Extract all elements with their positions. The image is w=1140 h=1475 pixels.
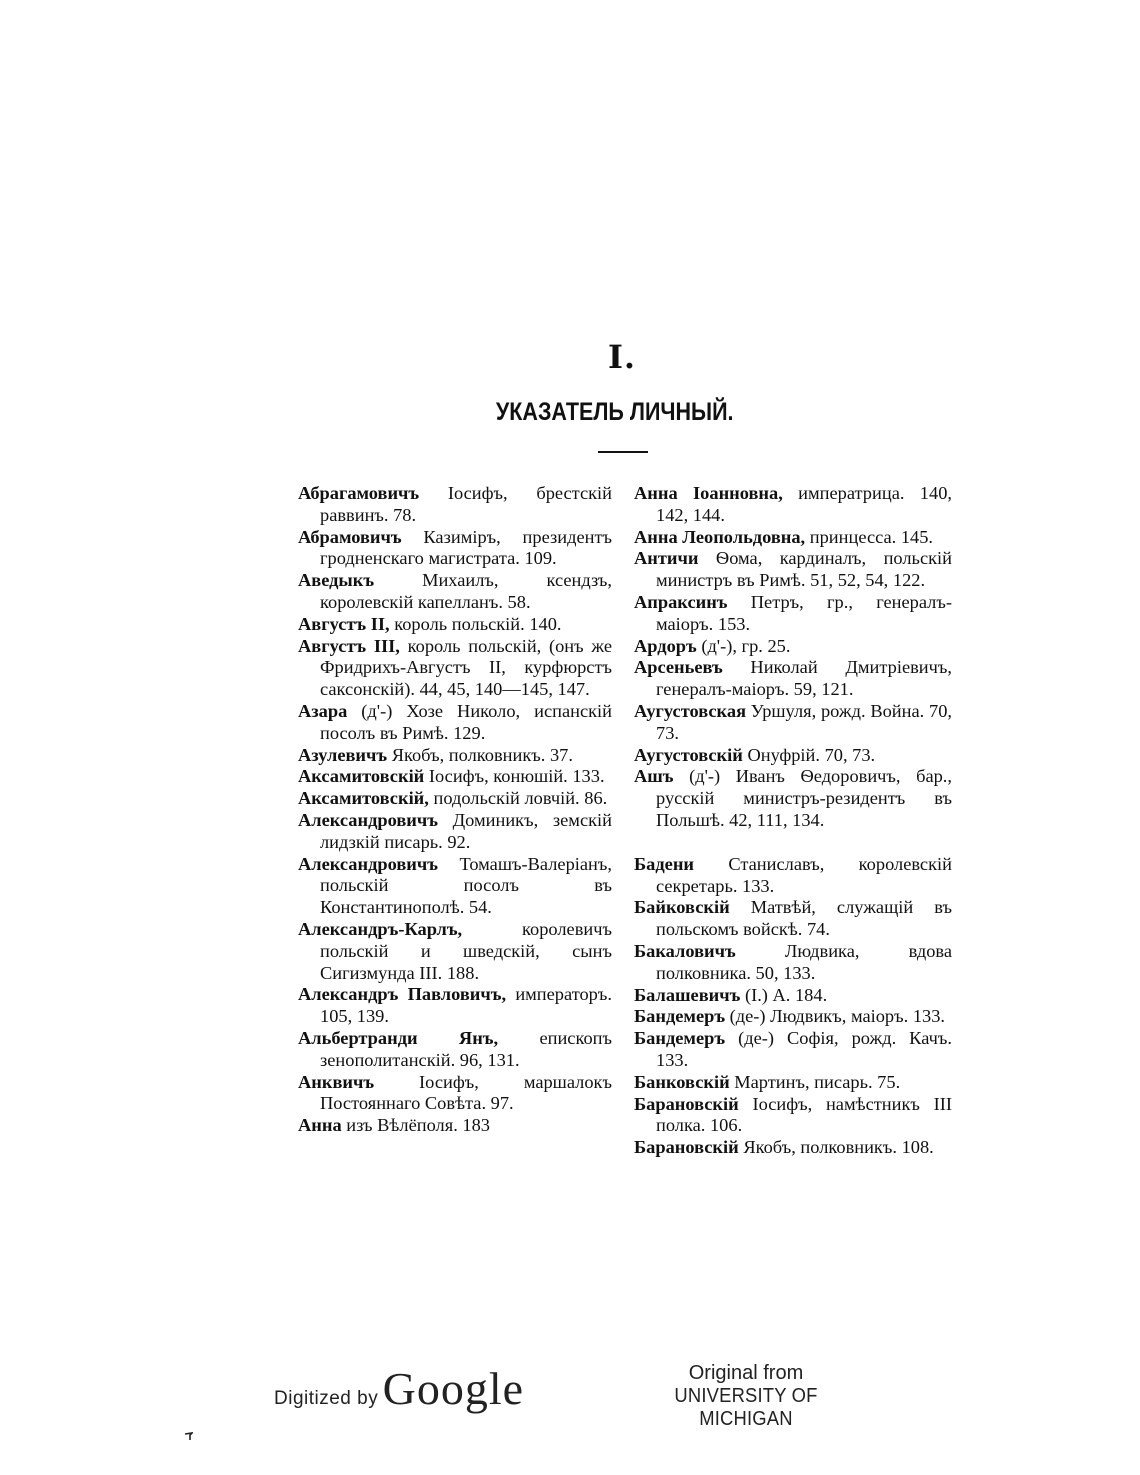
index-entry — [298, 570, 612, 614]
entry-text: Людвика, вдова полковника. 50, 133. — [656, 940, 952, 983]
entry-text: подольскій ловчій. 86. — [428, 788, 608, 809]
entry-headword: Аксамитовскій — [298, 766, 425, 787]
index-entry — [634, 1072, 952, 1094]
entry-text: Іосифъ, брестскій раввинъ. 78. — [320, 483, 612, 525]
entry-headword: Александровичъ — [298, 853, 438, 874]
entry-headword: Байковскій — [634, 897, 730, 918]
index-entry — [634, 1006, 952, 1028]
entry-headword: Азара — [298, 700, 348, 721]
entry-headword: Бандемеръ — [634, 1006, 726, 1027]
index-entry — [298, 701, 612, 745]
index-entry — [298, 1115, 612, 1137]
entry-text: Мартинъ, писарь. 75. — [729, 1071, 901, 1092]
index-entry — [298, 745, 612, 767]
index-entry — [634, 854, 952, 898]
entry-headword: Азулевичъ — [298, 744, 388, 765]
entry-text: епископъ зенополитанскій. 96, 131. — [320, 1027, 612, 1070]
entry-text: (д'-), гр. 25. — [696, 635, 791, 656]
entry-text: императрица. 140, 142, 144. — [656, 483, 952, 525]
entry-text: Доминикъ, земскій лидзкій писарь. 92. — [320, 809, 612, 852]
index-entry — [298, 1028, 612, 1072]
entry-text: (де-) Людвикъ, маіоръ. 133. — [725, 1006, 946, 1027]
entry-text: (д'-) Иванъ Ѳедоровичъ, бар., русскій министръ-резидентъ въ Польшѣ. 42, 111, 134. — [656, 766, 952, 830]
entry-text: король польскій, (онъ же Фридрихъ-Августъ II, курфюрстъ саксонскій). 44, 45, 140—145, 147. — [320, 635, 612, 700]
institution-name: UNIVERSITY OF MICHIGAN — [674, 1385, 818, 1430]
entry-headword: Августъ II, — [298, 613, 390, 634]
index-entry — [634, 766, 952, 831]
entry-text: (I.) А. 184. — [740, 984, 828, 1005]
entry-text: Станиславъ, королевскій секретарь. 133. — [656, 853, 952, 896]
entry-headword: Анна — [298, 1115, 342, 1136]
index-entry — [298, 984, 612, 1028]
index-entry — [298, 527, 612, 571]
index-entry — [298, 483, 612, 527]
index-entry — [634, 636, 952, 658]
index-entry — [634, 701, 952, 745]
index-entry — [298, 614, 612, 636]
entry-headword: Августъ III, — [298, 635, 400, 656]
index-entry — [634, 657, 952, 701]
entry-text: Петръ, гр., генералъ-маіоръ. 153. — [656, 591, 952, 634]
entry-text: Михаилъ, ксендзъ, королевскій капелланъ. 58. — [320, 570, 612, 612]
entry-text: Томашъ-Валеріанъ, польскій посолъ въ Константинополѣ. 54. — [320, 853, 612, 918]
entry-headword: Анквичъ — [298, 1071, 375, 1092]
index-entry — [634, 745, 952, 767]
entry-text: (д'-) Хозе Николо, испанскій посолъ въ Римѣ. 129. — [320, 700, 612, 743]
entry-text: Николай Дмитріевичъ, генералъ-маіоръ. 59, 121. — [656, 657, 952, 700]
index-entry — [298, 854, 612, 919]
entry-text: Онуфрій. 70, 73. — [742, 744, 876, 765]
entry-headword: Аугустовская — [634, 700, 747, 721]
entry-headword: Аксамитовскій, — [298, 788, 429, 809]
index-entry — [298, 810, 612, 854]
original-from-watermark — [630, 1362, 862, 1431]
entry-text: король польскій. 140. — [389, 613, 562, 634]
index-entry — [634, 1028, 952, 1072]
entry-text: изъ Вѣлёполя. 183 — [341, 1115, 490, 1136]
entry-text: Іосифъ, намѣстникъ III полка. 106. — [656, 1093, 952, 1136]
original-from-label: Original from — [688, 1362, 804, 1384]
index-entry — [634, 985, 952, 1007]
entry-headword: Абрагамовичъ — [298, 483, 420, 503]
index-entry — [298, 766, 612, 788]
entry-headword: Бадени — [634, 853, 695, 874]
page-title: УКАЗАТЕЛЬ ЛИЧНЫЙ. — [495, 398, 734, 426]
entry-headword: Аведыкъ — [298, 570, 375, 591]
entry-headword: Античи — [634, 548, 699, 569]
section-numeral: I. — [607, 338, 637, 376]
entry-headword: Балашевичъ — [634, 984, 741, 1005]
entry-headword: Банковскій — [634, 1071, 730, 1092]
entry-text: (де-) Софія, рожд. Качъ. 133. — [656, 1028, 952, 1070]
index-entry — [298, 636, 612, 701]
title-divider — [598, 451, 648, 453]
entry-headword: Апраксинъ — [634, 591, 728, 612]
entry-headword: Ашъ — [634, 766, 674, 787]
entry-headword: Барановскій — [634, 1137, 739, 1158]
index-entry — [634, 548, 952, 592]
entry-text: Матвѣй, служащій въ польскомъ войскѣ. 74. — [656, 897, 952, 940]
entry-headword: Ардоръ — [634, 635, 697, 656]
entry-headword: Бандемеръ — [634, 1028, 726, 1049]
entry-headword: Бакаловичъ — [634, 940, 736, 961]
entry-headword: Барановскій — [634, 1093, 739, 1114]
index-entry — [634, 1137, 952, 1159]
index-entry — [298, 919, 612, 984]
entry-text: принцесса. 145. — [805, 526, 934, 547]
entry-headword: Александръ Павловичъ, — [298, 984, 507, 1005]
index-entry — [634, 527, 952, 549]
entry-text: Уршуля, рожд. Война. 70, 73. — [656, 700, 952, 743]
entry-text: Якобъ, полковникъ. 37. — [387, 744, 573, 765]
entry-headword: Аугустовскій — [634, 744, 743, 765]
index-entry — [634, 483, 952, 527]
index-entry — [634, 897, 952, 941]
entry-text: Казиміръ, президентъ гродненскаго магистрата. 109. — [320, 526, 612, 569]
digitized-by-watermark — [274, 1362, 524, 1412]
entry-text: королевичъ польскій и шведскій, сынъ Сигизмунда III. 188. — [320, 918, 612, 983]
entry-headword: Альбертранди Янъ, — [298, 1027, 499, 1048]
index-entry — [298, 788, 612, 810]
index-column-left — [298, 483, 612, 1137]
entry-headword: Абрамовичъ — [298, 526, 402, 547]
index-entry — [634, 941, 952, 985]
entry-headword: Анна Іоанновна, — [634, 483, 783, 503]
entry-headword: Александровичъ — [298, 809, 438, 830]
entry-headword: Александръ-Карлъ, — [298, 918, 463, 939]
entry-text: Якобъ, полковникъ. 108. — [738, 1137, 934, 1158]
digitized-by-label: Digitized by — [274, 1388, 379, 1409]
scan-speck-icon — [184, 1432, 193, 1441]
index-column-right — [634, 483, 952, 1159]
entry-text: Ѳома, кардиналъ, польскій министръ въ Римѣ. 51, 52, 54, 122. — [656, 548, 952, 591]
entry-text: императоръ. 105, 139. — [320, 984, 612, 1027]
entry-headword: Арсеньевъ — [634, 657, 723, 678]
google-logo: Google — [382, 1363, 525, 1414]
entry-text: Іосифъ, маршалокъ Постояннаго Совѣта. 97. — [320, 1071, 612, 1114]
index-entry — [634, 592, 952, 636]
index-entry — [634, 1094, 952, 1138]
entry-text: Іосифъ, конюшій. 133. — [424, 766, 605, 787]
index-entry — [298, 1072, 612, 1116]
entry-headword: Анна Леопольдовна, — [634, 526, 806, 547]
